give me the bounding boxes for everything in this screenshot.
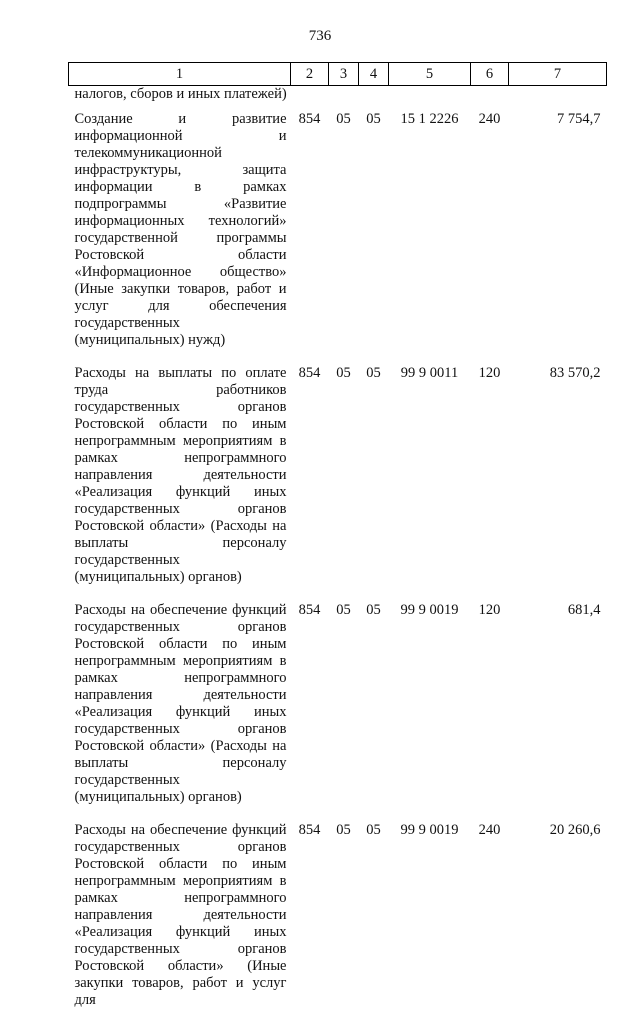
header-col-2: 2 (291, 63, 329, 86)
row-amount: 83 570,2 (549, 365, 601, 381)
row-description: Расходы на обеспечение функций государственных органов Ростовской области по иным непрограммным мероприятиям в рамках непрограммного направления деятельности «Реализация функций иных государственных органов Ростовской области» (Иные закупки товаров, работ и услуг для (74, 822, 287, 1008)
budget-table (68, 62, 607, 1025)
table-row (69, 822, 607, 1025)
row-expense-type: 120 (478, 602, 501, 618)
row-code-admin: 854 (298, 111, 321, 127)
page-number: 736 (308, 28, 332, 44)
header-col-4: 4 (359, 63, 389, 86)
header-col-3: 3 (329, 63, 359, 86)
table-row-continuation (69, 86, 607, 112)
row-code-section: 05 (336, 111, 351, 127)
row-target-article: 99 9 0011 (400, 365, 459, 381)
row-expense-type: 240 (478, 111, 501, 127)
header-col-6: 6 (471, 63, 509, 86)
row-amount: 7 754,7 (557, 111, 601, 127)
row-amount: 20 260,6 (549, 822, 601, 838)
header-col-7: 7 (509, 63, 607, 86)
row-code-section: 05 (336, 602, 351, 618)
row-code-admin: 854 (298, 365, 321, 381)
row-expense-type: 120 (478, 365, 501, 381)
table-row (69, 111, 607, 365)
row-amount: 681,4 (567, 602, 601, 618)
row-description: Расходы на выплаты по оплате труда работников государственных органов Ростовской области по иным непрограммным мероприятиям в рамках непрограммного направления деятельности «Реализация функций иных государственных органов Ростовской области» (Расходы на выплаты персоналу государственных (муниципальных) органов) (74, 365, 287, 585)
table-row (69, 365, 607, 602)
row-description: Расходы на обеспечение функций государственных органов Ростовской области по иным непрограммным мероприятиям в рамках непрограммного направления деятельности «Реализация функций иных государственных органов Ростовской области» (Расходы на выплаты персоналу государственных (муниципальных) органов) (74, 602, 287, 805)
table-row (69, 602, 607, 822)
row-code-subsection: 05 (366, 365, 381, 381)
header-col-1: 1 (69, 63, 291, 86)
row-description: налогов, сборов и иных платежей) (74, 86, 287, 102)
row-code-subsection: 05 (366, 111, 381, 127)
header-row (69, 63, 607, 86)
row-description: Создание и развитие информационной и телекоммуникационной инфраструктуры, защита информации в рамках подпрограммы «Развитие информационных технологий» государственной программы Ростовской области «Информационное общество» (Иные закупки товаров, работ и услуг для обеспечения государственных (муниципальных) нужд) (74, 111, 287, 348)
row-code-admin: 854 (298, 602, 321, 618)
row-code-admin: 854 (298, 822, 321, 838)
row-code-subsection: 05 (366, 822, 381, 838)
header-col-5: 5 (389, 63, 471, 86)
row-target-article: 99 9 0019 (400, 602, 459, 618)
row-code-section: 05 (336, 365, 351, 381)
row-code-subsection: 05 (366, 602, 381, 618)
row-target-article: 99 9 0019 (400, 822, 459, 838)
row-code-section: 05 (336, 822, 351, 838)
row-expense-type: 240 (478, 822, 501, 838)
row-target-article: 15 1 2226 (400, 111, 459, 127)
